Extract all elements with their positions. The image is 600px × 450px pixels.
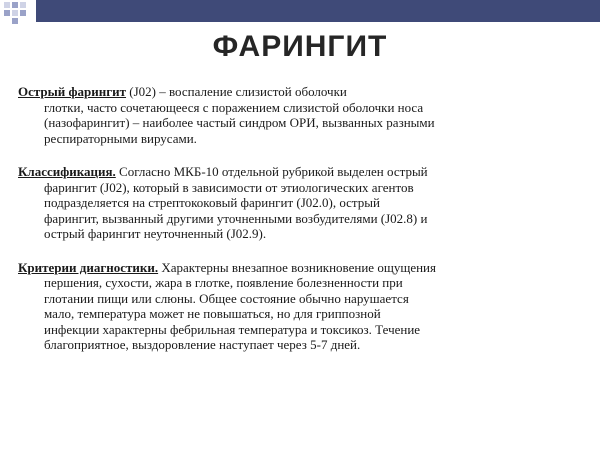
paragraph-text: Согласно МКБ-10 отдельной рубрикой выделен острый	[115, 164, 428, 179]
paragraph-line: респираторными вирусами.	[44, 130, 197, 146]
paragraph-line: фарингит, вызванный другими уточненными возбудителями (J02.8) и	[44, 210, 428, 226]
slide-title: ФАРИНГИТ	[212, 30, 388, 63]
paragraph-line	[18, 260, 584, 276]
decoration-square	[4, 2, 10, 8]
section-acute-pharyngitis	[18, 84, 584, 146]
header-bar	[36, 0, 600, 22]
paragraph-line: фарингит (J02), который в зависимости от этиологических агентов	[44, 179, 414, 195]
paragraph-line	[18, 84, 584, 100]
paragraph-line: глотки, часто сочетающееся с поражением слизистой оболочки носа	[44, 99, 424, 115]
section-classification	[18, 164, 584, 242]
paragraph-text: Характерны внезапное возникновение ощущения	[158, 259, 436, 275]
term-acute-pharyngitis: Острый фарингит	[18, 84, 127, 99]
decoration-square	[4, 10, 10, 16]
decoration-square	[20, 2, 26, 8]
slide-body	[18, 84, 584, 371]
decoration-square	[20, 10, 26, 16]
paragraph-line: острый фарингит неуточненный (J02.9).	[44, 226, 267, 241]
term-classification: Классификация.	[18, 164, 116, 179]
paragraph-line: подразделяется на стрептококовый фарингит (J02.0), острый	[44, 195, 380, 210]
decoration-square	[12, 2, 18, 8]
paragraph-line: инфекции характерны фебрильная температура и токсикоз. Течение	[44, 321, 421, 337]
slide-decoration	[0, 0, 600, 30]
paragraph-line: благоприятное, выздоровление наступает через 5-7 дней.	[44, 337, 361, 352]
paragraph-line: мало, температура может не повышаться, но для гриппозной	[44, 306, 381, 321]
decoration-square	[12, 18, 18, 24]
paragraph-line: першения, сухости, жара в глотке, появление болезненности при	[44, 275, 403, 290]
paragraph-text: (J02) – воспаление слизистой оболочки	[126, 84, 347, 99]
paragraph-line: (назофарингит) – наиболее частый синдром ОРИ, вызванных разными	[44, 115, 435, 130]
paragraph-line: глотании пищи или слюны. Общее состояние обычно нарушается	[44, 290, 409, 306]
decoration-square	[12, 10, 18, 16]
paragraph-line	[18, 164, 584, 180]
term-diagnostic-criteria: Критерии диагностики.	[18, 259, 159, 275]
section-diagnostic-criteria	[18, 260, 584, 353]
